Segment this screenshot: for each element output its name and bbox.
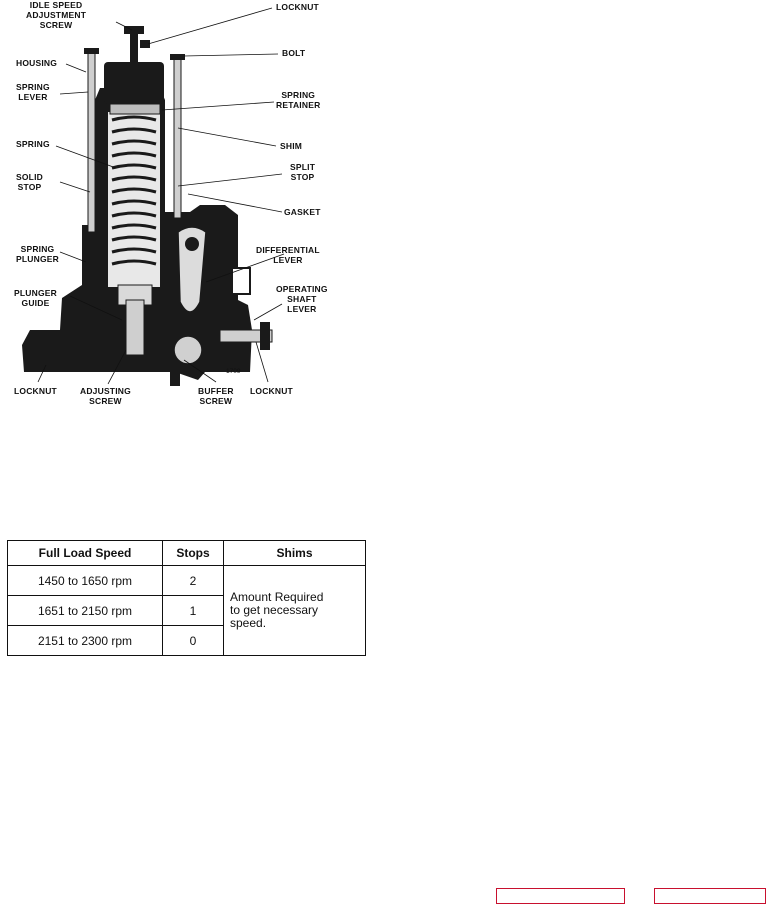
- header-full-load-speed: Full Load Speed: [8, 541, 163, 566]
- label-operating-shaft-lever: OPERATING SHAFT LEVER: [276, 284, 328, 314]
- nav-previous-button[interactable]: [496, 888, 625, 904]
- header-stops: Stops: [163, 541, 224, 566]
- label-spring-plunger: SPRING PLUNGER: [16, 244, 59, 264]
- table-row: [8, 566, 366, 596]
- label-spring-retainer: SPRING RETAINER: [276, 90, 321, 110]
- label-split-stop: SPLIT STOP: [290, 162, 316, 182]
- stops-cell: 0: [163, 626, 224, 656]
- label-locknut-left: LOCKNUT: [14, 386, 57, 396]
- label-housing: HOUSING: [16, 58, 58, 68]
- label-spring-lever: SPRING LEVER: [16, 82, 50, 102]
- shims-note-line: Amount Required: [230, 590, 324, 604]
- governor-stops-table: [7, 540, 366, 656]
- label-locknut-top: LOCKNUT: [276, 2, 319, 12]
- label-plunger-guide: PLUNGER GUIDE: [14, 288, 57, 308]
- stops-cell: 2: [163, 566, 224, 596]
- nav-next-button[interactable]: [654, 888, 766, 904]
- header-shims: Shims: [224, 541, 366, 566]
- label-locknut-right: LOCKNUT: [250, 386, 293, 396]
- label-solid-stop: SOLID STOP: [16, 172, 43, 192]
- label-buffer-screw: BUFFER SCREW: [198, 386, 234, 406]
- label-shim: SHIM: [280, 141, 303, 151]
- figure-number: 1709: [226, 368, 241, 375]
- label-adjusting-screw: ADJUSTING SCREW: [80, 386, 131, 406]
- label-gasket: GASKET: [284, 207, 321, 217]
- speed-cell: 1651 to 2150 rpm: [8, 596, 163, 626]
- stops-cell: 1: [163, 596, 224, 626]
- table-header-row: [8, 541, 366, 566]
- label-spring: SPRING: [16, 139, 50, 149]
- label-idle-speed-adjustment-screw: IDLE SPEED ADJUSTMENT SCREW: [26, 0, 87, 30]
- label-differential-lever: DIFFERENTIAL LEVER: [256, 245, 320, 265]
- speed-cell: 2151 to 2300 rpm: [8, 626, 163, 656]
- speed-cell: 1450 to 1650 rpm: [8, 566, 163, 596]
- shims-cell: [224, 566, 366, 656]
- label-bolt: BOLT: [282, 48, 306, 58]
- shims-note-line: speed.: [230, 616, 267, 630]
- governor-diagram: [0, 0, 340, 410]
- shims-note-line: to get necessary: [230, 603, 319, 617]
